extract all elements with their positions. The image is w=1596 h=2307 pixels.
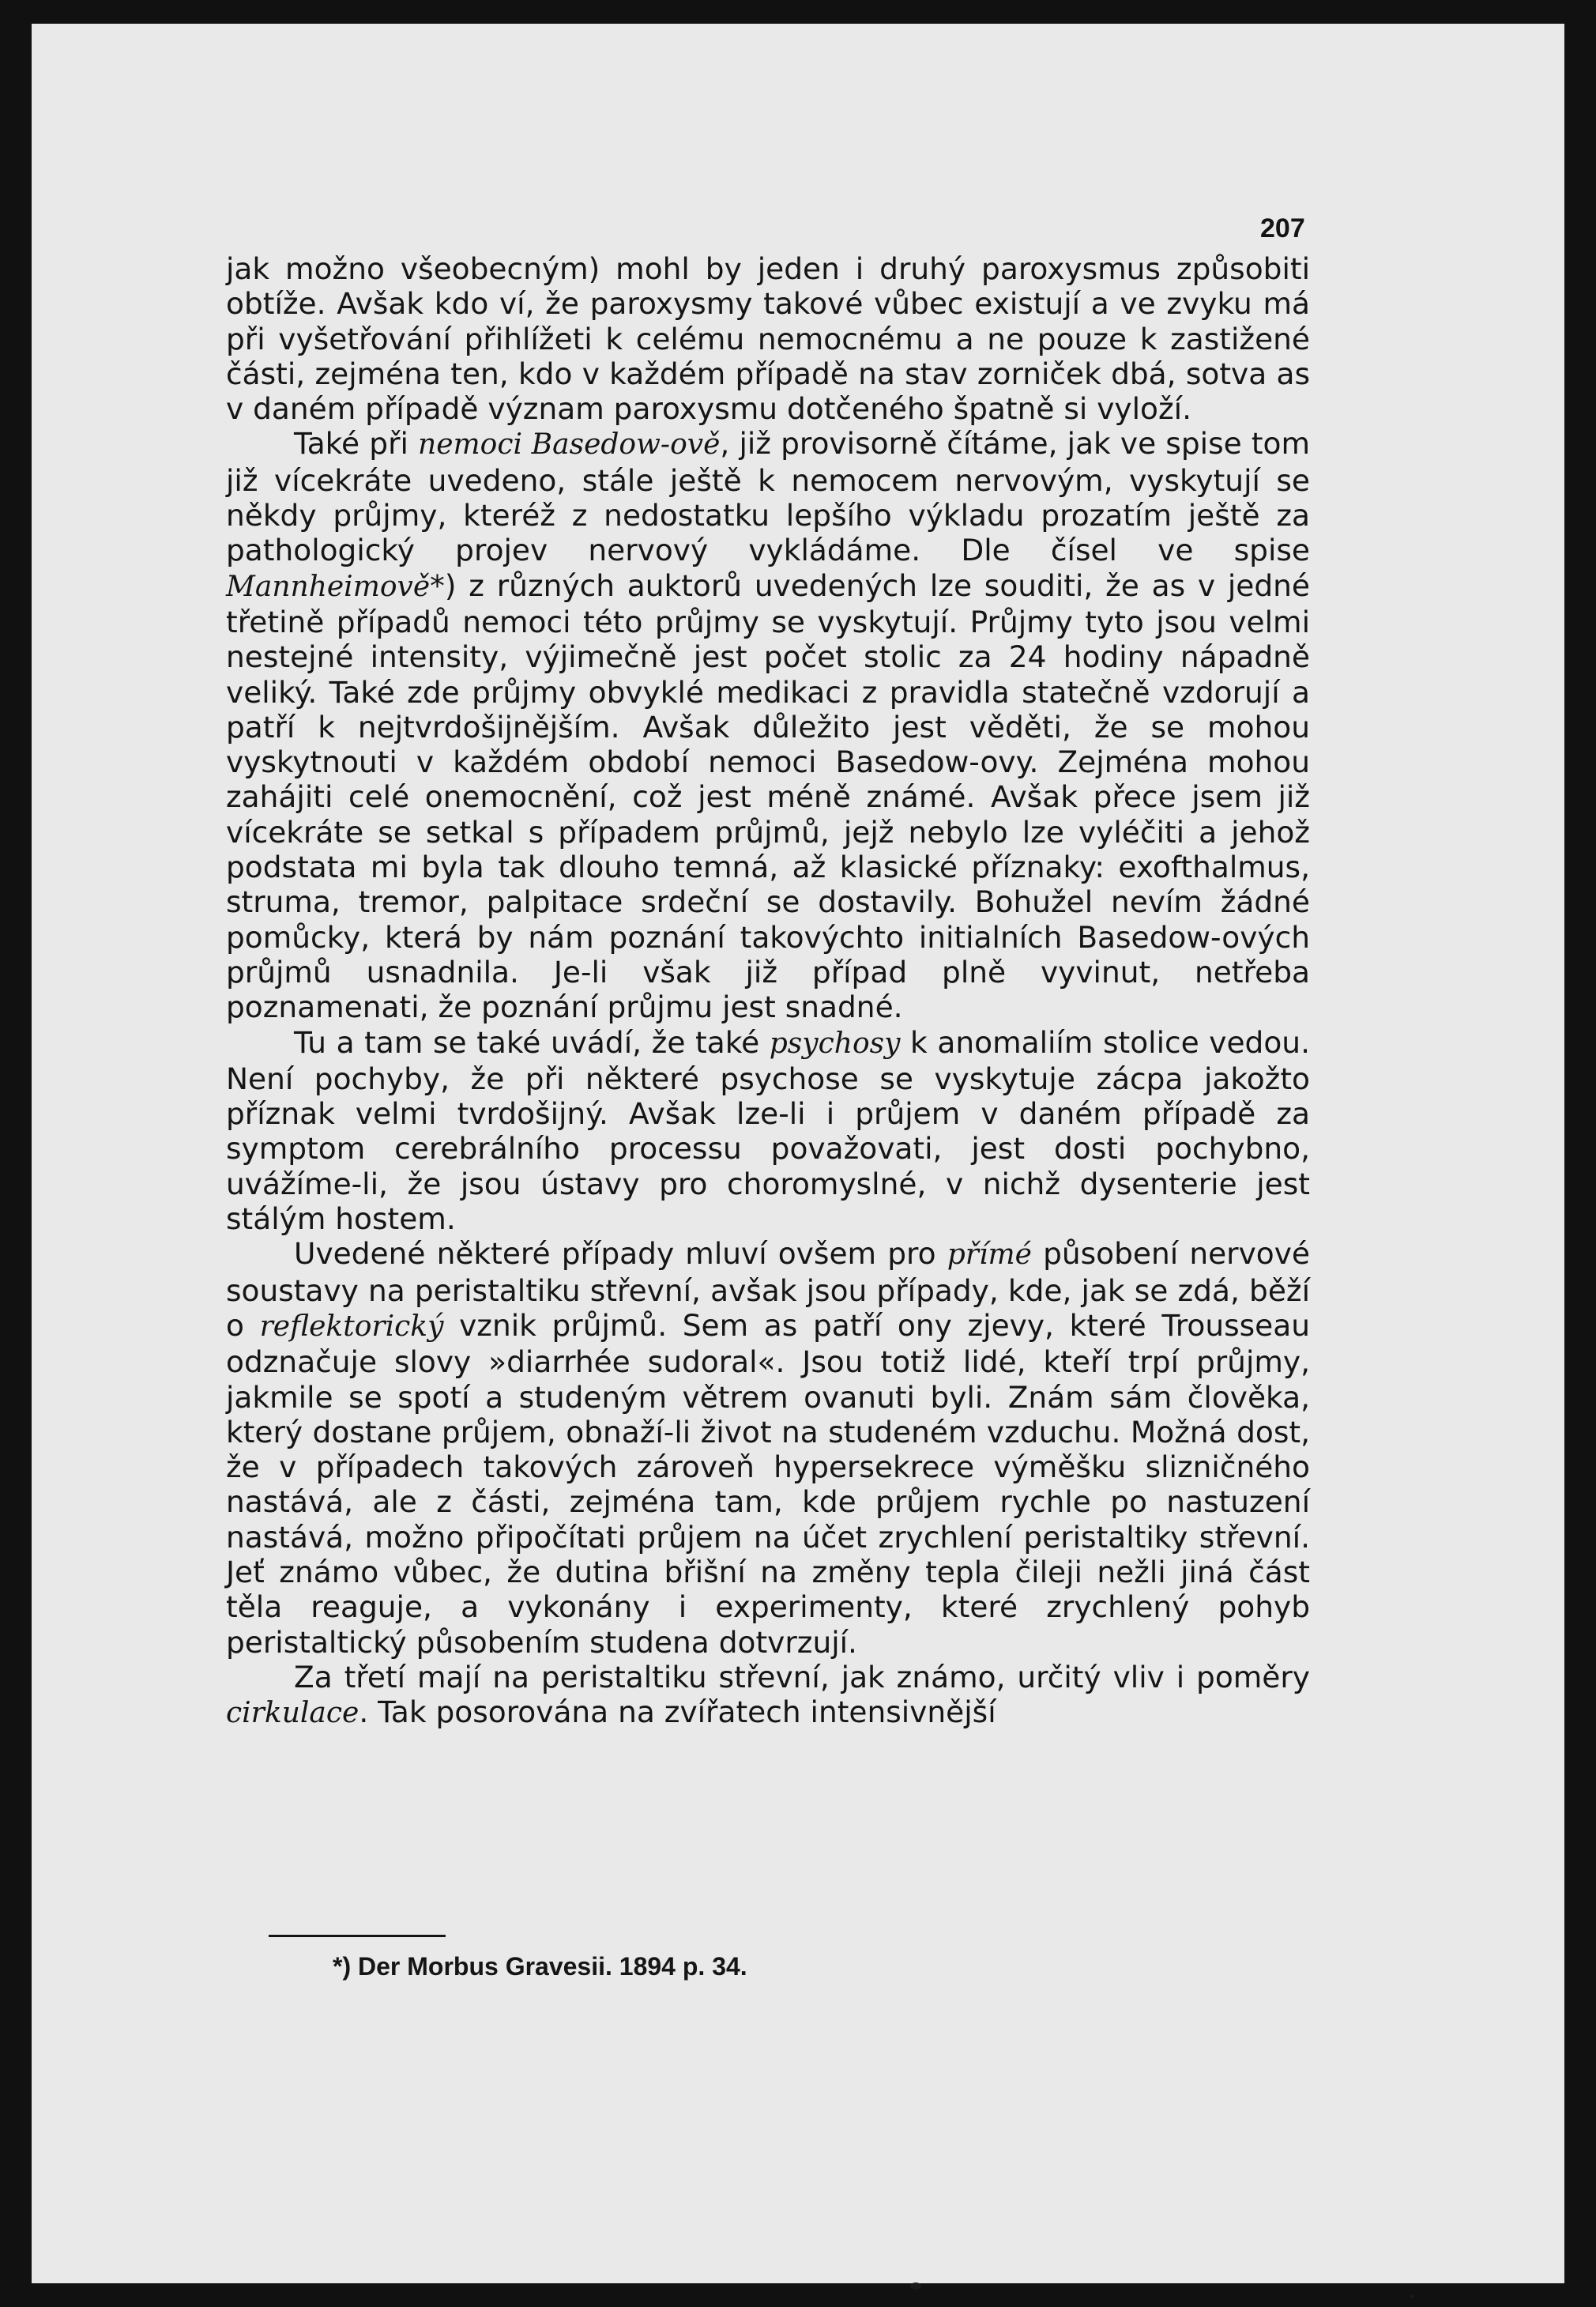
italic-term: přímé	[947, 1238, 1032, 1272]
paragraph	[226, 426, 1310, 1024]
text-run: . Tak posorována na zvířatech intensivnější	[359, 1694, 996, 1730]
footnote-divider	[269, 1935, 446, 1937]
print-speck	[910, 2282, 921, 2290]
text-run: Uvedené některé případy mluví ovšem pro	[294, 1236, 947, 1272]
text-run: jak možno všeobecným) mohl by jeden i druhý paroxysmus způsobiti obtíže. Avšak kdo ví, že paroxysmy takové vůbec existují a ve zvyku má při vyšetřování přihlížeti k celému nemocnému a ne pouze k zastižené části, zejména ten, kdo v každém případě na stav zorniček dbá, sotva as v daném případě význam paroxysmu dotčeného špatně si vyloží.	[226, 251, 1310, 427]
paragraph	[226, 1025, 1310, 1237]
page-number: 207	[1260, 213, 1305, 243]
italic-term: nemoci Basedow-ově	[418, 428, 721, 462]
print-speck	[1410, 2294, 1414, 2298]
text-run: Za třetí mají na peristaltiku střevní, jak známo, určitý vliv i poměry	[294, 1659, 1310, 1694]
italic-term: reflektorický	[259, 1310, 444, 1343]
text-run: vznik průjmů. Sem as patří ony zjevy, které Trousseau odznačuje slovy »diarrhée sudoral«. Jsou totiž lidé, kteří trpí průjmy, jakmile se spotí a studeným větrem ovanuti byli. Znám sám člověka, který dostane průjem, obnaží-li život na studeném vzduchu. Možná dost, že v případech takových zároveň hypersekrece výměšku slizničného nastává, ale z části, zejména tam, kde průjem rychle po nastuzení nastává, možno připočítati průjem na účet zrychlení peristaltiky střevní. Jeť známo vůbec, že dutina břišní na změny tepla čileji nežli jiná část těla reaguje, a vykonány i experimenty, které zrychlený pohyb peristaltický působením studena dotvrzují.	[226, 1307, 1310, 1660]
paragraph	[226, 251, 1310, 426]
text-run: Také při	[294, 426, 419, 462]
text-run: působení nervové soustavy na peristaltiku střevní, avšak jsou případy, kde, jak se zdá, běží o	[226, 1236, 1310, 1343]
text-run: k anomaliím stolice vedou. Není pochyby, že při některé psychose se vyskytuje zácpa jakožto příznak velmi tvrdošijný. Avšak lze-li i průjem v daném případě za symptom cerebrálního processu považovati, jest dosti pochybno, uvážíme-li, že jsou ústavy pro choromyslné, v nichž dysenterie jest stálým hostem.	[226, 1024, 1310, 1237]
text-run: , již provisorně čítáme, jak ve spise tom již vícekráte uvedeno, stále ještě k nemocem nervovým, vyskytují se někdy průjmy, kteréž z nedostatku lepšího výkladu prozatím ještě za pathologický projev nervový vykládáme. Dle čísel ve spise	[226, 426, 1310, 568]
text-run: *) z různých auktorů uvedených lze souditi, že as v jedné třetině případů nemoci této průjmy se vyskytují. Průjmy tyto jsou velmi nestejné intensity, výjimečně jest počet stolic za 24 hodiny nápadně veliký. Také zde průjmy obvyklé medikaci z pravidla statečně vzdorují a patří k nejtvrdošijnějším. Avšak důležito jest věděti, že se mohou vyskytnouti v každém období nemoci Basedow-ovy. Zejména mohou zahájiti celé onemocnění, což jest méně známé. Avšak přece jsem již vícekráte se setkal s případem průjmů, jejž nebylo lze vyléčiti a jehož podstata mi byla tak dlouho temná, až klasické příznaky: exofthalmus, struma, tremor, palpitace srdeční se dostavily. Bohužel nevím žádné pomůcky, která by nám poznání takovýchto initialních Basedow-ových průjmů usnadnila. Je-li však již případ plně vyvinut, netřeba poznamenati, že poznání průjmu jest snadné.	[226, 567, 1310, 1025]
italic-term: psychosy	[769, 1027, 901, 1060]
text-run: Tu a tam se také uvádí, že také	[294, 1024, 770, 1060]
italic-term: cirkulace	[226, 1697, 359, 1730]
footnote: *) Der Morbus Gravesii. 1894 p. 34.	[333, 1952, 747, 1981]
paragraph	[226, 1236, 1310, 1660]
italic-term: Mannheimově	[226, 570, 431, 603]
body-text	[226, 251, 1310, 1731]
book-page	[32, 24, 1564, 2283]
paragraph	[226, 1660, 1310, 1732]
